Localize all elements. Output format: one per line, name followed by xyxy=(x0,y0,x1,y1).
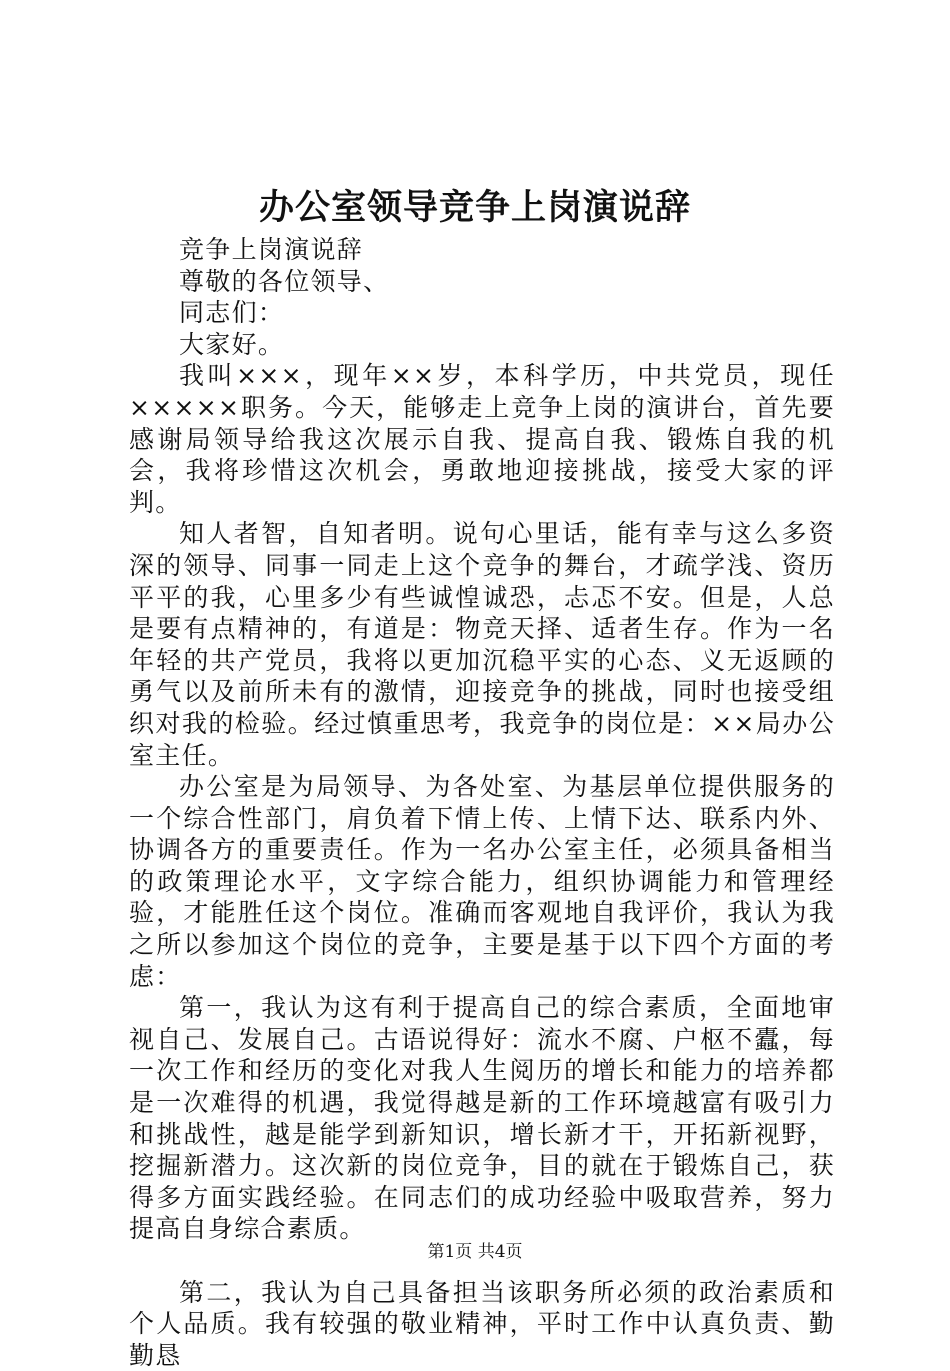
page-number: 第1页 共4页 xyxy=(427,1242,523,1262)
paragraph-introduction: 我叫×××，现年××岁，本科学历，中共党员，现任×××××职务。今天，能够走上竞争上岗的演讲台，首先要感谢局领导给我这次展示自我、提高自我、锻炼自我的机会，我将珍惜这次机会，勇敢地迎接挑战，接受大家的评判。 xyxy=(129,361,835,517)
paragraph-salutation-1: 尊敬的各位领导、 xyxy=(179,266,390,296)
paragraph-office-role: 办公室是为局领导、为各处室、为基层单位提供服务的一个综合性部门，肩负着下情上传、上情下达、联系内外、协调各方的重要责任。作为一名办公室主任，必须具备相当的政策理论水平，文字综合能力，组织协调能力和管理经验，才能胜任这个岗位。准确而客观地自我评价，我认为我之所以参加这个岗位的竞争，主要是基于以下四个方面的考虑： xyxy=(129,772,835,991)
paragraph-self-knowledge: 知人者智，自知者明。说句心里话，能有幸与这么多资深的领导、同事一同走上这个竞争的舞台，才疏学浅、资历平平的我，心里多少有些诚惶诚恐，忐忑不安。但是，人总是要有点精神的，有道是：物竞天择、适者生存。作为一名年轻的共产党员，我将以更加沉稳平实的心态、义无返顾的勇气以及前所未有的激情，迎接竞争的挑战，同时也接受组织对我的检验。经过慎重思考，我竞争的岗位是：××局办公室主任。 xyxy=(129,519,835,770)
paragraph-salutation-2: 同志们： xyxy=(179,298,285,328)
paragraph-reason-one: 第一，我认为这有利于提高自己的综合素质，全面地审视自己、发展自己。古语说得好：流水不腐、户枢不蠹，每一次工作和经历的变化对我人生阅历的增长和能力的培养都是一次难得的机遇，我觉得越是新的工作环境越富有吸引力和挑战性，越是能学到新知识，增长新才干，开拓新视野，挖掘新潜力。这次新的岗位竞争，目的就在于锻炼自己，获得多方面实践经验。在同志们的成功经验中吸取营养，努力提高自身综合素质。 xyxy=(129,993,835,1244)
paragraph-greeting: 大家好。 xyxy=(179,329,285,359)
document-title: 办公室领导竞争上岗演说辞 xyxy=(258,187,691,228)
paragraph-heading: 竞争上岗演说辞 xyxy=(179,235,364,264)
paragraph-reason-two: 第二，我认为自己具备担当该职务所必须的政治素质和个人品质。我有较强的敬业精神，平时工作中认真负责、勤勤恳 xyxy=(129,1277,835,1370)
document-body xyxy=(129,234,835,1371)
